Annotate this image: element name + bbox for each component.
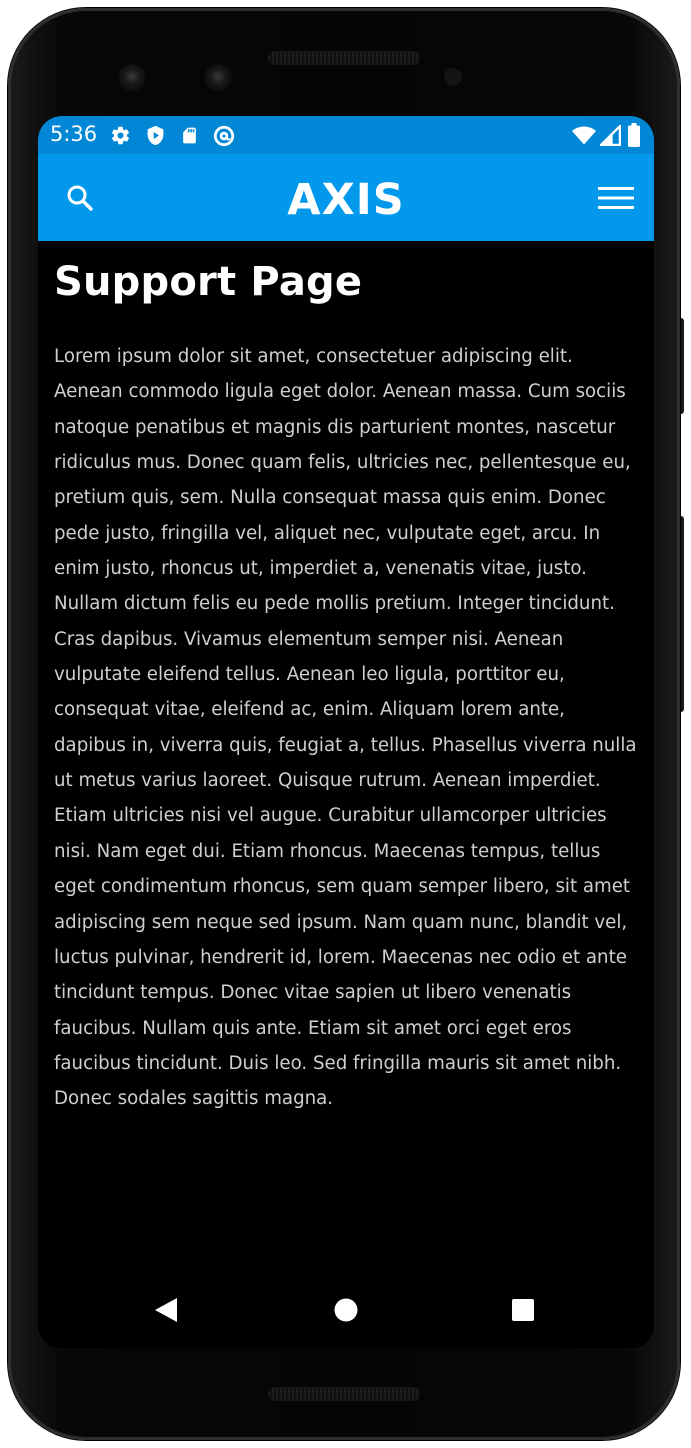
device-screen — [38, 116, 654, 1348]
axis-logo — [282, 176, 410, 220]
front-camera-icon — [118, 64, 146, 92]
shield-play-icon — [145, 125, 166, 150]
home-button[interactable] — [316, 1276, 376, 1348]
recents-square-icon — [511, 1298, 535, 1326]
cellular-signal-icon — [600, 125, 621, 150]
gear-icon — [110, 125, 131, 150]
earpiece-speaker — [268, 51, 420, 65]
status-time: 5:36 — [50, 122, 98, 146]
wifi-icon — [572, 125, 596, 150]
svg-text:AXIS: AXIS — [287, 176, 405, 220]
recents-button[interactable] — [493, 1276, 553, 1348]
at-sign-icon — [213, 125, 235, 151]
search-button[interactable] — [58, 176, 102, 220]
hamburger-menu-icon — [590, 205, 638, 224]
hamburger-menu-button[interactable] — [590, 176, 638, 220]
page-title: Support Page — [54, 259, 363, 305]
proximity-sensor-icon — [444, 68, 462, 86]
bottom-speaker — [268, 1387, 420, 1401]
status-bar — [38, 116, 654, 154]
sd-card-icon — [180, 125, 199, 150]
front-camera-icon — [204, 64, 232, 92]
system-nav-bar — [38, 1276, 654, 1348]
battery-icon — [628, 123, 640, 151]
app-bar — [38, 154, 654, 241]
phone-frame — [8, 8, 680, 1440]
page-body-text: Lorem ipsum dolor sit amet, consectetuer adipiscing elit. Aenean commodo ligula eget dolor. Aenean massa. Cum sociis natoque penatibus et magnis dis parturient montes, nascetur ridiculus mus. Donec quam felis, ultricies nec, pellentesque eu, pretium quis, sem. Nulla consequat massa quis enim. Donec pede justo, fringilla vel, aliquet nec, vulputate eget, arcu. In enim justo, rhoncus ut, imperdiet a, venenatis vitae, justo. Nullam dictum felis eu pede mollis pretium. Integer tincidunt. Cras dapibus. Vivamus elementum semper nisi. Aenean vulputate eleifend tellus. Aenean leo ligula, porttitor eu, consequat vitae, eleifend ac, enim. Aliquam lorem ante, dapibus in, viverra quis, feugiat a, tellus. Phasellus viverra nulla ut metus varius laoreet. Quisque rutrum. Aenean imperdiet. Etiam ultricies nisi vel augue. Curabitur ullamcorper ultricies nisi. Nam eget dui. Etiam rhoncus. Maecenas tempus, tellus eget condimentum rhoncus, sem quam semper libero, sit amet adipiscing sem neque sed ipsum. Nam quam nunc, blandit vel, luctus pulvinar, hendrerit id, lorem. Maecenas nec odio et ante tincidunt tempus. Donec vitae sapien ut libero venenatis faucibus. Nullam quis ante. Etiam sit amet orci eget eros faucibus tincidunt. Duis leo. Sed fringilla mauris sit amet nibh. Donec sodales sagittis magna. — [54, 346, 637, 1110]
home-circle-icon — [334, 1298, 358, 1326]
search-icon — [58, 205, 102, 224]
back-button[interactable] — [136, 1276, 196, 1348]
back-triangle-icon — [154, 1297, 178, 1327]
